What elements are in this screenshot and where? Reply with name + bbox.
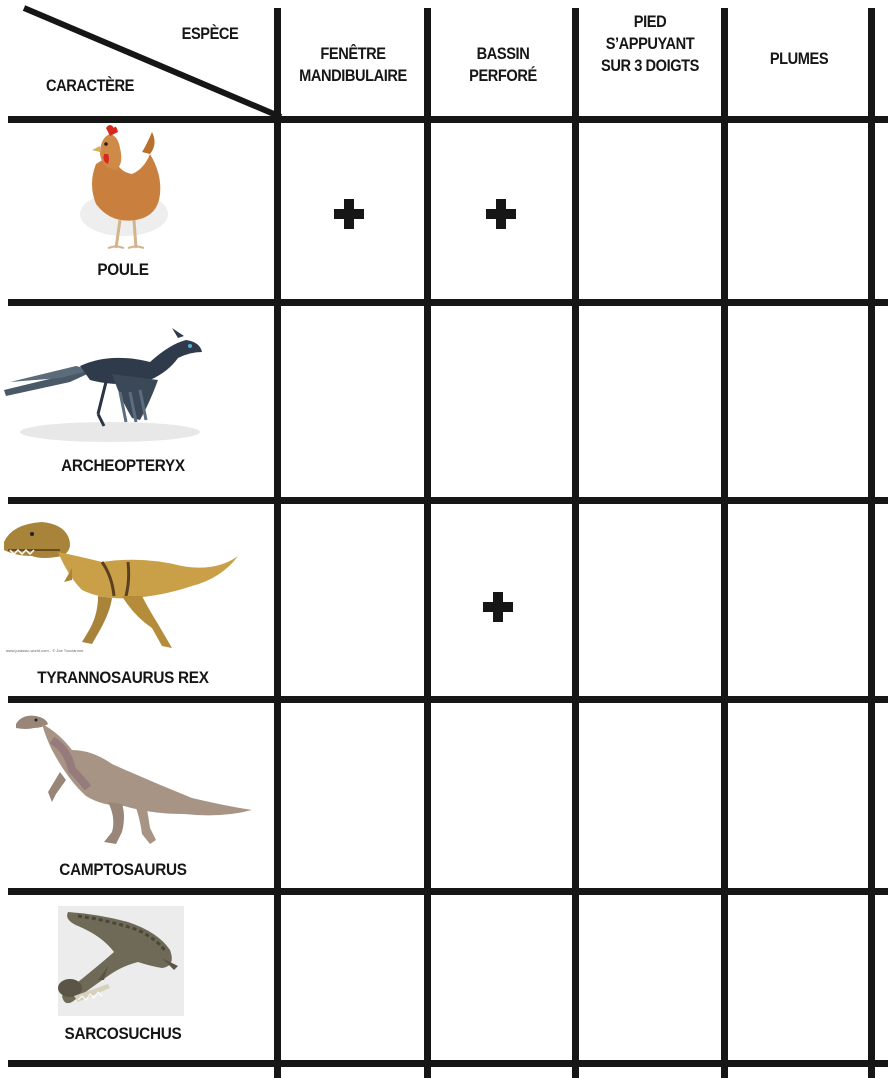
mark-poule-bassin-perfore: [486, 199, 516, 229]
grid-line-horizontal: [8, 888, 888, 895]
sarcosuchus-image: [58, 906, 184, 1016]
species-header-label: ESPÈCE: [181, 24, 239, 43]
species-label-sarcosuchus: SARCOSUCHUS: [64, 1024, 182, 1043]
grid-line-horizontal: [8, 497, 888, 504]
grid-line-vertical: [572, 8, 579, 1078]
species-label-poule: POULE: [97, 260, 149, 279]
grid-line-vertical: [721, 8, 728, 1078]
grid-line-horizontal: [8, 1060, 888, 1067]
mark-trex-bassin-perfore: [483, 592, 513, 622]
species-label-archeopteryx: ARCHEOPTERYX: [61, 456, 185, 475]
column-header-fenetre-mandibulaire: FENÊTRE MANDIBULAIRE: [299, 44, 407, 85]
column-header-bassin-perfore: BASSIN PERFORÉ: [469, 44, 537, 85]
image-credit: www.jurassic-world.com - © Joe Tucciarone: [6, 648, 84, 653]
column-header-plumes: PLUMES: [769, 49, 829, 68]
mark-poule-fenetre-mandibulaire: [334, 199, 364, 229]
grid-line-horizontal: [8, 696, 888, 703]
camptosaurus-image: [12, 710, 256, 850]
character-header-label: CARACTÈRE: [46, 76, 134, 95]
hen-image: [66, 124, 186, 254]
grid-line-vertical: [274, 8, 281, 1078]
species-label-camptosaurus: CAMPTOSAURUS: [59, 860, 187, 879]
archeopteryx-image: [0, 322, 206, 444]
grid-line-vertical: [424, 8, 431, 1078]
grid-line-vertical: [868, 8, 875, 1078]
species-label-tyrannosaurus-rex: TYRANNOSAURUS REX: [37, 668, 209, 687]
column-header-pied-3-doigts: PIED S’APPUYANT SUR 3 DOIGTS: [600, 12, 700, 75]
grid-line-horizontal: [8, 299, 888, 306]
tyrannosaurus-image: [2, 516, 242, 656]
